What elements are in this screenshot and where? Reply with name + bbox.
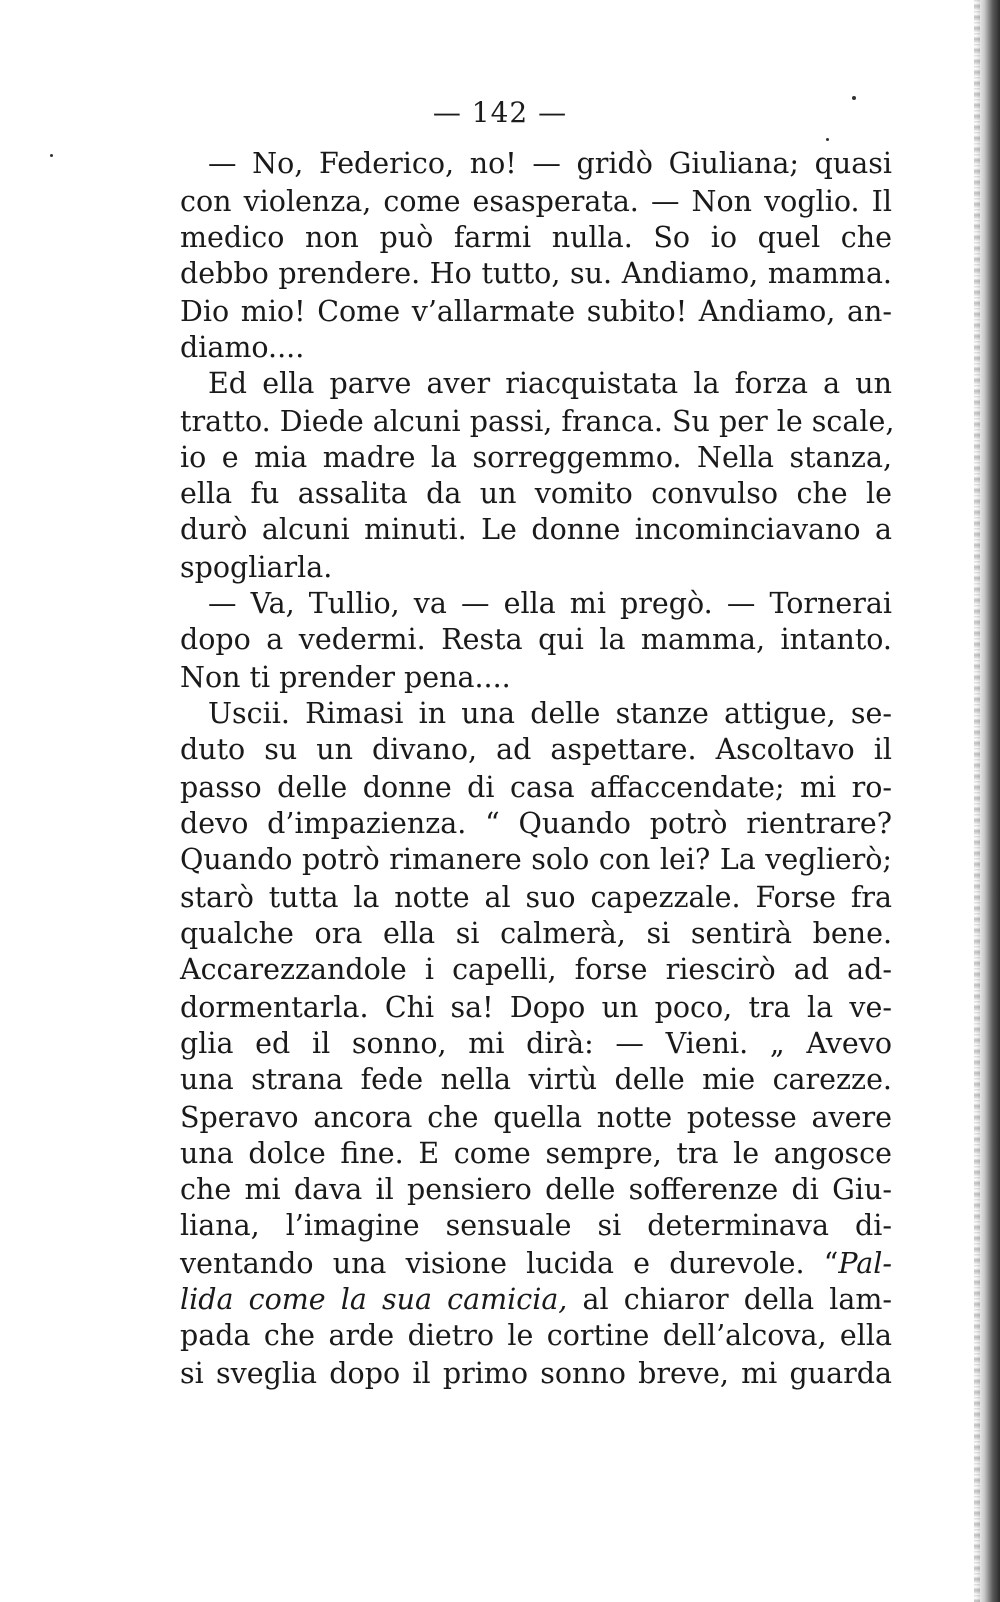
text-line: Speravo ancora che quella notte potesse avere: [180, 1101, 892, 1134]
text-line-segment: al chiaror della lam-: [582, 1283, 893, 1316]
text-line: Non ti prender pena....: [180, 661, 511, 694]
text-line: — Va, Tullio, va — ella mi pregò. — Tornerai: [208, 587, 892, 620]
page-binding-texture: [974, 0, 980, 1602]
text-line: starò tutta la notte al suo capezzale. Forse fra: [180, 881, 892, 914]
text-line: che mi dava il pensiero delle sofferenze di Giu-: [180, 1173, 892, 1206]
print-speck: [826, 138, 829, 141]
print-speck: [852, 96, 856, 100]
text-line: Quando potrò rimanere solo con lei? La veglierò;: [180, 843, 892, 876]
text-line-segment: ventando una visione lucida e durevole. “: [180, 1247, 839, 1280]
text-line: Uscii. Rimasi in una delle stanze attigue, se-: [208, 697, 892, 730]
italic-segment: Pal-: [838, 1247, 892, 1280]
text-line: [180, 1244, 892, 1284]
text-line: passo delle donne di casa affaccendate; mi ro-: [180, 771, 892, 804]
text-line: qualche ora ella si calmerà, si sentirà bene.: [180, 917, 892, 950]
text-line: ella fu assalita da un vomito convulso che le: [180, 477, 892, 510]
text-line: [180, 1280, 892, 1320]
text-line: Dio mio! Come v’allarmate subito! Andiamo, an-: [180, 295, 892, 328]
text-line: si sveglia dopo il primo sonno breve, mi guarda: [180, 1357, 892, 1390]
text-line: durò alcuni minuti. Le donne incominciavano a: [180, 513, 892, 546]
page-number: — 142 —: [432, 96, 568, 129]
text-line: dopo a vedermi. Resta qui la mamma, intanto.: [180, 623, 892, 656]
text-line: devo d’impazienza. “ Quando potrò rientrare?: [180, 807, 892, 840]
text-line: debbo prendere. Ho tutto, su. Andiamo, mamma.: [180, 257, 892, 290]
text-line: pada che arde dietro le cortine dell’alcova, ella: [180, 1319, 892, 1352]
text-line: — No, Federico, no! — gridò Giuliana; quasi: [208, 147, 892, 180]
text-line: medico non può farmi nulla. So io quel che: [180, 221, 892, 254]
text-line: Accarezzandole i capelli, forse riescirò ad ad-: [180, 953, 892, 986]
text-line: io e mia madre la sorreggemmo. Nella stanza,: [180, 441, 892, 474]
text-line: duto su un divano, ad aspettare. Ascoltavo il: [180, 733, 892, 766]
print-speck: [50, 154, 53, 157]
text-line: tratto. Diede alcuni passi, franca. Su per le scale,: [180, 405, 895, 438]
text-line: liana, l’imagine sensuale si determinava di-: [180, 1209, 892, 1242]
text-line: una strana fede nella virtù delle mie carezze.: [180, 1063, 892, 1096]
text-line: diamo....: [180, 331, 305, 364]
text-line: Ed ella parve aver riacquistata la forza a un: [208, 367, 892, 400]
italic-segment: lida come la sua camicia,: [180, 1283, 568, 1316]
text-line: una dolce fine. E come sempre, tra le angosce: [180, 1137, 892, 1170]
text-line: glia ed il sonno, mi dirà: — Vieni. „ Avevo: [180, 1027, 892, 1060]
text-line: dormentarla. Chi sa! Dopo un poco, tra la ve-: [180, 991, 892, 1024]
text-line: spogliarla.: [180, 551, 333, 584]
text-line: con violenza, come esasperata. — Non voglio. Il: [180, 185, 892, 218]
